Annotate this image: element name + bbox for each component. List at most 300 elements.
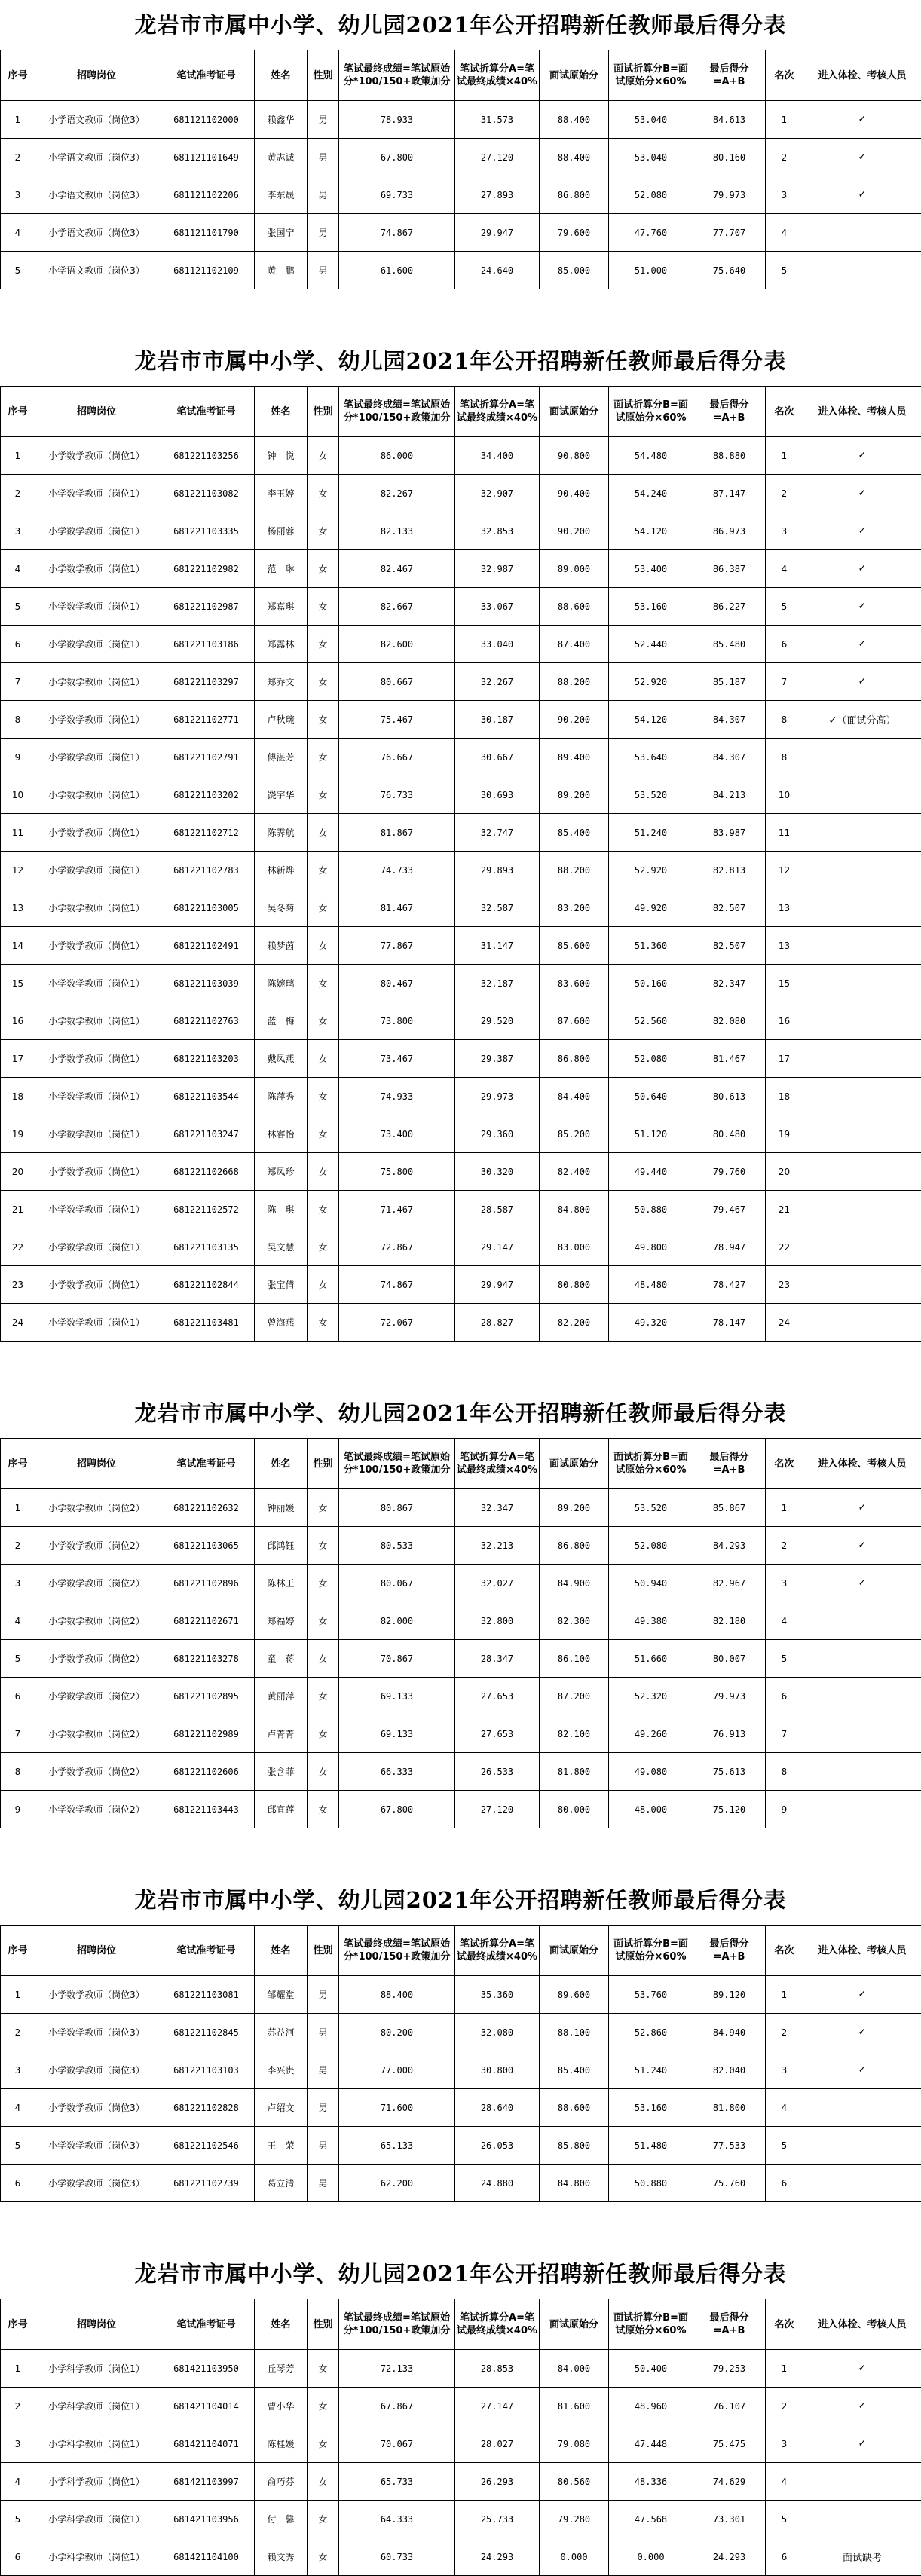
col-written-a: 28.027	[455, 2425, 540, 2463]
col-selected	[803, 852, 921, 889]
header-col-written-final: 笔试最终成绩=笔试原始分*100/150+政策加分	[339, 2299, 455, 2350]
col-selected: ✓	[803, 1976, 921, 2014]
table-row	[1, 1753, 921, 1791]
col-position: 小学科学教师（岗位1）	[35, 2350, 158, 2388]
col-name: 付 馨	[255, 2501, 308, 2538]
col-position: 小学数学教师（岗位2）	[35, 1565, 158, 1602]
col-interview-b: 53.160	[609, 2089, 693, 2127]
col-exam-id: 681421104014	[158, 2388, 255, 2425]
col-written-final: 82.133	[339, 512, 455, 550]
col-rank: 8	[766, 1753, 803, 1791]
col-selected	[803, 1753, 921, 1791]
col-gender: 男	[308, 252, 339, 289]
table-row	[1, 889, 921, 927]
col-rank: 21	[766, 1191, 803, 1228]
col-interview-raw: 87.600	[540, 1002, 609, 1040]
col-interview-b: 50.940	[609, 1565, 693, 1602]
col-exam-id: 681221103256	[158, 437, 255, 475]
col-interview-b: 51.360	[609, 927, 693, 965]
col-selected	[803, 1115, 921, 1153]
col-index: 23	[1, 1266, 35, 1304]
table-row	[1, 1040, 921, 1078]
score-table	[0, 386, 921, 1342]
col-interview-raw: 86.800	[540, 1040, 609, 1078]
col-exam-id: 681221103081	[158, 1976, 255, 2014]
col-name: 饶宇华	[255, 776, 308, 814]
header-col-written-final: 笔试最终成绩=笔试原始分*100/150+政策加分	[339, 50, 455, 101]
header-col-interview-b: 面试折算分B=面试原始分×60%	[609, 50, 693, 101]
col-selected	[803, 927, 921, 965]
col-interview-b: 51.240	[609, 2051, 693, 2089]
col-selected	[803, 1002, 921, 1040]
col-position: 小学数学教师（岗位1）	[35, 1266, 158, 1304]
header-col-exam-id: 笔试准考证号	[158, 387, 255, 437]
col-exam-id: 681421104100	[158, 2538, 255, 2576]
col-exam-id: 681421103950	[158, 2350, 255, 2388]
col-written-final: 82.600	[339, 626, 455, 663]
col-interview-raw: 84.800	[540, 1191, 609, 1228]
score-table-section	[0, 336, 921, 1342]
header-col-selected: 进入体检、考核人员	[803, 1439, 921, 1489]
col-final: 79.973	[693, 1678, 766, 1715]
table-row	[1, 1791, 921, 1828]
table-row	[1, 1266, 921, 1304]
col-rank: 5	[766, 252, 803, 289]
col-name: 郑福婷	[255, 1602, 308, 1640]
col-rank: 2	[766, 1527, 803, 1565]
col-written-final: 80.200	[339, 2014, 455, 2051]
col-position: 小学语文教师（岗位3）	[35, 252, 158, 289]
col-position: 小学数学教师（岗位2）	[35, 1489, 158, 1527]
col-interview-b: 48.336	[609, 2463, 693, 2501]
col-exam-id: 681221103481	[158, 1304, 255, 1342]
col-interview-b: 53.760	[609, 1976, 693, 2014]
table-row	[1, 1976, 921, 2014]
table-row	[1, 2501, 921, 2538]
col-selected: ✓	[803, 2350, 921, 2388]
section-gap	[0, 1828, 921, 1875]
col-name: 戴凤燕	[255, 1040, 308, 1078]
table-row	[1, 626, 921, 663]
header-col-position: 招聘岗位	[35, 50, 158, 101]
col-interview-b: 51.000	[609, 252, 693, 289]
col-written-a: 29.893	[455, 852, 540, 889]
col-final: 82.507	[693, 889, 766, 927]
col-exam-id: 681221102791	[158, 739, 255, 776]
col-selected: ✓（面试分高）	[803, 701, 921, 739]
col-name: 苏益河	[255, 2014, 308, 2051]
col-final: 79.253	[693, 2350, 766, 2388]
header-col-name: 姓名	[255, 1926, 308, 1976]
score-table	[0, 1925, 921, 2202]
col-selected: ✓	[803, 588, 921, 626]
col-final: 78.947	[693, 1228, 766, 1266]
header-col-index: 序号	[1, 1926, 35, 1976]
col-name: 郑露林	[255, 626, 308, 663]
col-position: 小学科学教师（岗位1）	[35, 2463, 158, 2501]
col-rank: 13	[766, 889, 803, 927]
col-final: 74.629	[693, 2463, 766, 2501]
col-rank: 20	[766, 1153, 803, 1191]
col-selected	[803, 2501, 921, 2538]
header-col-gender: 性别	[308, 1926, 339, 1976]
col-index: 16	[1, 1002, 35, 1040]
col-interview-b: 49.380	[609, 1602, 693, 1640]
col-written-a: 32.080	[455, 2014, 540, 2051]
col-final: 78.427	[693, 1266, 766, 1304]
section-gap	[0, 1342, 921, 1388]
table-row	[1, 927, 921, 965]
col-written-final: 71.600	[339, 2089, 455, 2127]
col-written-final: 67.800	[339, 139, 455, 176]
col-written-a: 32.587	[455, 889, 540, 927]
col-interview-b: 54.480	[609, 437, 693, 475]
col-interview-raw: 84.000	[540, 2350, 609, 2388]
header-col-interview-b: 面试折算分B=面试原始分×60%	[609, 1926, 693, 1976]
col-exam-id: 681221103202	[158, 776, 255, 814]
col-index: 1	[1, 1489, 35, 1527]
col-exam-id: 681221103135	[158, 1228, 255, 1266]
col-gender: 女	[308, 1266, 339, 1304]
header-col-exam-id: 笔试准考证号	[158, 1926, 255, 1976]
col-position: 小学数学教师（岗位1）	[35, 588, 158, 626]
col-written-final: 67.800	[339, 1791, 455, 1828]
col-name: 陈婉璃	[255, 965, 308, 1002]
table-row	[1, 1191, 921, 1228]
score-table-section	[0, 0, 921, 289]
col-position: 小学数学教师（岗位1）	[35, 512, 158, 550]
col-gender: 男	[308, 1976, 339, 2014]
col-selected	[803, 1304, 921, 1342]
col-interview-raw: 85.400	[540, 814, 609, 852]
col-written-a: 29.387	[455, 1040, 540, 1078]
col-position: 小学科学教师（岗位1）	[35, 2425, 158, 2463]
col-interview-b: 53.640	[609, 739, 693, 776]
col-written-a: 30.320	[455, 1153, 540, 1191]
col-exam-id: 681221102739	[158, 2165, 255, 2202]
col-written-a: 28.347	[455, 1640, 540, 1678]
col-interview-raw: 88.400	[540, 139, 609, 176]
table-row	[1, 588, 921, 626]
col-interview-raw: 88.100	[540, 2014, 609, 2051]
col-final: 84.307	[693, 739, 766, 776]
table-row	[1, 1153, 921, 1191]
col-written-a: 28.853	[455, 2350, 540, 2388]
col-index: 6	[1, 2165, 35, 2202]
col-gender: 女	[308, 776, 339, 814]
col-position: 小学数学教师（岗位3）	[35, 2014, 158, 2051]
col-interview-raw: 84.400	[540, 1078, 609, 1115]
col-interview-b: 53.040	[609, 101, 693, 139]
header-col-exam-id: 笔试准考证号	[158, 2299, 255, 2350]
col-index: 3	[1, 2425, 35, 2463]
col-index: 4	[1, 550, 35, 588]
table-title: 龙岩市市属中小学、幼儿园2021年公开招聘新任教师最后得分表	[0, 1875, 921, 1925]
header-col-final: 最后得分=A+B	[693, 50, 766, 101]
col-interview-raw: 89.200	[540, 1489, 609, 1527]
col-position: 小学语文教师（岗位3）	[35, 101, 158, 139]
header-col-written-a: 笔试折算分A=笔试最终成绩×40%	[455, 1439, 540, 1489]
col-gender: 男	[308, 2127, 339, 2165]
col-interview-raw: 85.200	[540, 1115, 609, 1153]
col-gender: 女	[308, 2538, 339, 2576]
col-index: 1	[1, 2350, 35, 2388]
col-rank: 6	[766, 626, 803, 663]
score-table	[0, 1438, 921, 1828]
col-position: 小学数学教师（岗位1）	[35, 1002, 158, 1040]
col-interview-raw: 81.600	[540, 2388, 609, 2425]
col-final: 82.040	[693, 2051, 766, 2089]
col-selected	[803, 1791, 921, 1828]
col-interview-raw: 88.400	[540, 101, 609, 139]
col-index: 21	[1, 1191, 35, 1228]
col-written-final: 81.467	[339, 889, 455, 927]
col-position: 小学数学教师（岗位1）	[35, 814, 158, 852]
col-gender: 女	[308, 852, 339, 889]
col-gender: 女	[308, 2425, 339, 2463]
col-name: 王 荣	[255, 2127, 308, 2165]
header-col-selected: 进入体检、考核人员	[803, 1926, 921, 1976]
col-gender: 女	[308, 1678, 339, 1715]
col-rank: 12	[766, 852, 803, 889]
col-gender: 女	[308, 626, 339, 663]
col-index: 3	[1, 512, 35, 550]
col-index: 5	[1, 252, 35, 289]
col-written-a: 27.120	[455, 1791, 540, 1828]
score-table	[0, 2299, 921, 2576]
col-selected: ✓	[803, 550, 921, 588]
col-index: 1	[1, 1976, 35, 2014]
col-index: 2	[1, 2388, 35, 2425]
col-interview-raw: 89.000	[540, 550, 609, 588]
col-exam-id: 681221102845	[158, 2014, 255, 2051]
col-rank: 6	[766, 1678, 803, 1715]
col-interview-raw: 82.200	[540, 1304, 609, 1342]
col-written-final: 74.867	[339, 214, 455, 252]
col-written-final: 73.467	[339, 1040, 455, 1078]
header-col-written-a: 笔试折算分A=笔试最终成绩×40%	[455, 2299, 540, 2350]
col-gender: 女	[308, 814, 339, 852]
col-final: 82.813	[693, 852, 766, 889]
table-title: 龙岩市市属中小学、幼儿园2021年公开招聘新任教师最后得分表	[0, 2249, 921, 2299]
col-written-final: 80.867	[339, 1489, 455, 1527]
col-position: 小学数学教师（岗位1）	[35, 663, 158, 701]
col-interview-b: 47.568	[609, 2501, 693, 2538]
col-name: 葛立清	[255, 2165, 308, 2202]
col-gender: 女	[308, 1602, 339, 1640]
col-written-final: 71.467	[339, 1191, 455, 1228]
col-name: 陈萍秀	[255, 1078, 308, 1115]
col-selected	[803, 965, 921, 1002]
col-written-final: 72.867	[339, 1228, 455, 1266]
col-written-a: 32.213	[455, 1527, 540, 1565]
col-interview-b: 54.240	[609, 475, 693, 512]
col-name: 郑乔文	[255, 663, 308, 701]
header-col-written-final: 笔试最终成绩=笔试原始分*100/150+政策加分	[339, 1439, 455, 1489]
table-row	[1, 1640, 921, 1678]
col-interview-b: 52.860	[609, 2014, 693, 2051]
table-row	[1, 2538, 921, 2576]
col-rank: 4	[766, 2463, 803, 2501]
header-col-interview-b: 面试折算分B=面试原始分×60%	[609, 2299, 693, 2350]
col-index: 10	[1, 776, 35, 814]
col-final: 88.880	[693, 437, 766, 475]
col-index: 5	[1, 1640, 35, 1678]
header-row	[1, 2299, 921, 2350]
col-interview-b: 49.320	[609, 1304, 693, 1342]
col-name: 卢绍文	[255, 2089, 308, 2127]
col-gender: 女	[308, 1791, 339, 1828]
col-position: 小学科学教师（岗位1）	[35, 2388, 158, 2425]
col-exam-id: 681221102572	[158, 1191, 255, 1228]
col-exam-id: 681221103443	[158, 1791, 255, 1828]
header-col-final: 最后得分=A+B	[693, 1926, 766, 1976]
col-final: 79.467	[693, 1191, 766, 1228]
col-final: 75.120	[693, 1791, 766, 1828]
col-final: 79.973	[693, 176, 766, 214]
col-position: 小学数学教师（岗位2）	[35, 1715, 158, 1753]
col-selected: ✓	[803, 437, 921, 475]
col-written-final: 80.067	[339, 1565, 455, 1602]
col-index: 5	[1, 2501, 35, 2538]
col-index: 17	[1, 1040, 35, 1078]
col-rank: 5	[766, 2501, 803, 2538]
header-col-selected: 进入体检、考核人员	[803, 50, 921, 101]
col-rank: 4	[766, 1602, 803, 1640]
col-written-a: 24.640	[455, 252, 540, 289]
col-written-final: 88.400	[339, 1976, 455, 2014]
col-exam-id: 681121102206	[158, 176, 255, 214]
table-row	[1, 739, 921, 776]
col-interview-b: 53.520	[609, 776, 693, 814]
col-written-a: 33.067	[455, 588, 540, 626]
col-interview-b: 53.160	[609, 588, 693, 626]
col-name: 钟丽媛	[255, 1489, 308, 1527]
col-index: 3	[1, 2051, 35, 2089]
col-rank: 1	[766, 1489, 803, 1527]
col-written-final: 65.733	[339, 2463, 455, 2501]
table-row	[1, 550, 921, 588]
col-written-final: 82.667	[339, 588, 455, 626]
col-written-a: 30.187	[455, 701, 540, 739]
col-interview-raw: 85.800	[540, 2127, 609, 2165]
col-position: 小学数学教师（岗位2）	[35, 1678, 158, 1715]
col-selected	[803, 1153, 921, 1191]
col-interview-raw: 88.600	[540, 588, 609, 626]
col-interview-b: 48.480	[609, 1266, 693, 1304]
col-exam-id: 681221103247	[158, 1115, 255, 1153]
col-final: 86.973	[693, 512, 766, 550]
col-final: 24.293	[693, 2538, 766, 2576]
table-row	[1, 437, 921, 475]
col-written-a: 27.120	[455, 139, 540, 176]
col-interview-b: 52.440	[609, 626, 693, 663]
col-selected	[803, 814, 921, 852]
col-name: 卢菁菁	[255, 1715, 308, 1753]
col-written-a: 28.827	[455, 1304, 540, 1342]
col-written-final: 72.067	[339, 1304, 455, 1342]
col-written-final: 73.400	[339, 1115, 455, 1153]
col-index: 7	[1, 663, 35, 701]
col-written-final: 69.133	[339, 1678, 455, 1715]
col-rank: 2	[766, 2388, 803, 2425]
table-row	[1, 1678, 921, 1715]
col-rank: 5	[766, 588, 803, 626]
header-col-interview-raw: 面试原始分	[540, 50, 609, 101]
col-final: 85.867	[693, 1489, 766, 1527]
col-position: 小学语文教师（岗位3）	[35, 176, 158, 214]
col-final: 75.640	[693, 252, 766, 289]
col-written-a: 32.853	[455, 512, 540, 550]
col-rank: 2	[766, 475, 803, 512]
col-selected	[803, 1715, 921, 1753]
col-final: 79.760	[693, 1153, 766, 1191]
col-position: 小学数学教师（岗位1）	[35, 1304, 158, 1342]
col-written-a: 34.400	[455, 437, 540, 475]
table-row	[1, 663, 921, 701]
col-rank: 3	[766, 2051, 803, 2089]
col-gender: 女	[308, 701, 339, 739]
header-col-selected: 进入体检、考核人员	[803, 387, 921, 437]
col-gender: 女	[308, 475, 339, 512]
col-rank: 3	[766, 1565, 803, 1602]
col-name: 邱宜莲	[255, 1791, 308, 1828]
col-interview-b: 47.760	[609, 214, 693, 252]
col-gender: 男	[308, 2014, 339, 2051]
col-final: 86.227	[693, 588, 766, 626]
col-final: 73.301	[693, 2501, 766, 2538]
col-exam-id: 681221102546	[158, 2127, 255, 2165]
col-written-final: 61.600	[339, 252, 455, 289]
col-written-final: 77.867	[339, 927, 455, 965]
col-interview-raw: 86.100	[540, 1640, 609, 1678]
col-interview-b: 54.120	[609, 701, 693, 739]
col-name: 丘琴芳	[255, 2350, 308, 2388]
col-interview-raw: 82.100	[540, 1715, 609, 1753]
col-rank: 4	[766, 214, 803, 252]
col-exam-id: 681121101790	[158, 214, 255, 252]
col-gender: 男	[308, 2051, 339, 2089]
col-written-a: 24.880	[455, 2165, 540, 2202]
col-selected	[803, 252, 921, 289]
col-final: 85.480	[693, 626, 766, 663]
col-selected	[803, 1640, 921, 1678]
col-written-a: 35.360	[455, 1976, 540, 2014]
col-rank: 3	[766, 176, 803, 214]
col-index: 12	[1, 852, 35, 889]
col-interview-b: 52.080	[609, 176, 693, 214]
col-interview-b: 53.520	[609, 1489, 693, 1527]
col-gender: 女	[308, 1715, 339, 1753]
col-exam-id: 681221103544	[158, 1078, 255, 1115]
col-gender: 男	[308, 214, 339, 252]
col-final: 75.613	[693, 1753, 766, 1791]
col-written-final: 82.267	[339, 475, 455, 512]
col-selected	[803, 889, 921, 927]
header-col-rank: 名次	[766, 1926, 803, 1976]
col-final: 76.913	[693, 1715, 766, 1753]
col-written-a: 26.053	[455, 2127, 540, 2165]
col-written-a: 26.293	[455, 2463, 540, 2501]
col-written-a: 32.987	[455, 550, 540, 588]
col-interview-b: 51.660	[609, 1640, 693, 1678]
col-written-final: 77.000	[339, 2051, 455, 2089]
col-interview-raw: 83.200	[540, 889, 609, 927]
col-interview-raw: 88.600	[540, 2089, 609, 2127]
table-title: 龙岩市市属中小学、幼儿园2021年公开招聘新任教师最后得分表	[0, 336, 921, 386]
col-selected: ✓	[803, 2388, 921, 2425]
col-written-final: 82.000	[339, 1602, 455, 1640]
